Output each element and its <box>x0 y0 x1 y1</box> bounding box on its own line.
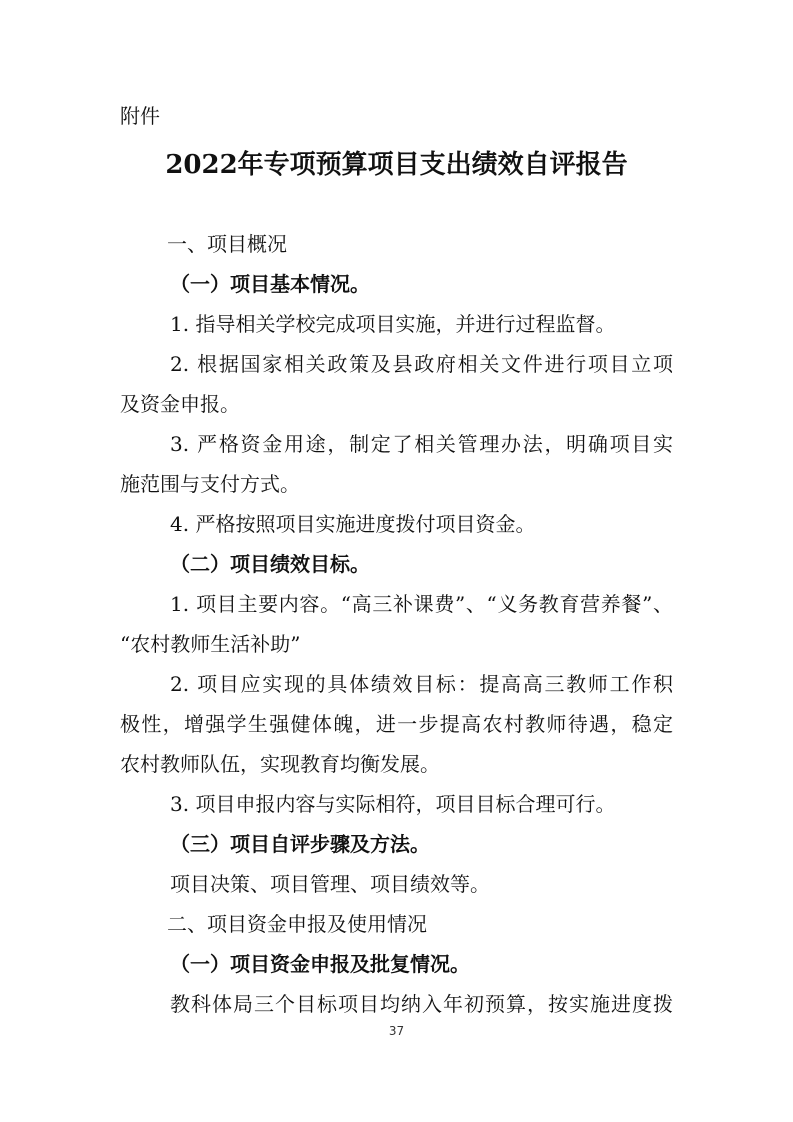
sub1-heading: （一）项目基本情况。 <box>170 272 370 296</box>
section2-sub1-heading: （一）项目资金申报及批复情况。 <box>170 952 470 976</box>
sub2-item2-line1: 2. 项目应实现的具体绩效目标：提高高三教师工作积 <box>170 672 673 696</box>
sub2-heading: （二）项目绩效目标。 <box>170 552 370 576</box>
attachment-label: 附件 <box>120 104 160 128</box>
sub2-item2-line2: 极性，增强学生强健体魄，进一步提高农村教师待遇，稳定 <box>120 712 673 736</box>
sub2-item1-line1: 1. 项目主要内容。“高三补课费”、“义务教育营养餐”、 <box>170 592 673 616</box>
section1-heading: 一、项目概况 <box>167 232 287 256</box>
sub1-item1: 1. 指导相关学校完成项目实施，并进行过程监督。 <box>170 312 616 336</box>
sub2-item1-line2: “农村教师生活补助” <box>120 632 301 656</box>
sub1-item2-line2: 及资金申报。 <box>120 392 240 416</box>
report-title: 2022年专项预算项目支出绩效自评报告 <box>165 150 628 180</box>
page-number: 37 <box>388 1024 405 1038</box>
section2-sub1-text: 教科体局三个目标项目均纳入年初预算，按实施进度拨 <box>170 992 673 1016</box>
sub1-item4: 4. 严格按照项目实施进度拨付项目资金。 <box>170 512 536 536</box>
sub3-heading: （三）项目自评步骤及方法。 <box>170 832 430 856</box>
sub2-item2-line3: 农村教师队伍，实现教育均衡发展。 <box>120 752 440 776</box>
sub3-text: 项目决策、项目管理、项目绩效等。 <box>170 872 490 896</box>
sub1-item3-line1: 3. 严格资金用途，制定了相关管理办法，明确项目实 <box>170 432 673 456</box>
sub2-item3: 3. 项目申报内容与实际相符，项目目标合理可行。 <box>170 792 616 816</box>
sub1-item3-line2: 施范围与支付方式。 <box>120 472 300 496</box>
section2-heading: 二、项目资金申报及使用情况 <box>167 912 427 936</box>
sub1-item2-line1: 2. 根据国家相关政策及县政府相关文件进行项目立项 <box>170 352 673 376</box>
